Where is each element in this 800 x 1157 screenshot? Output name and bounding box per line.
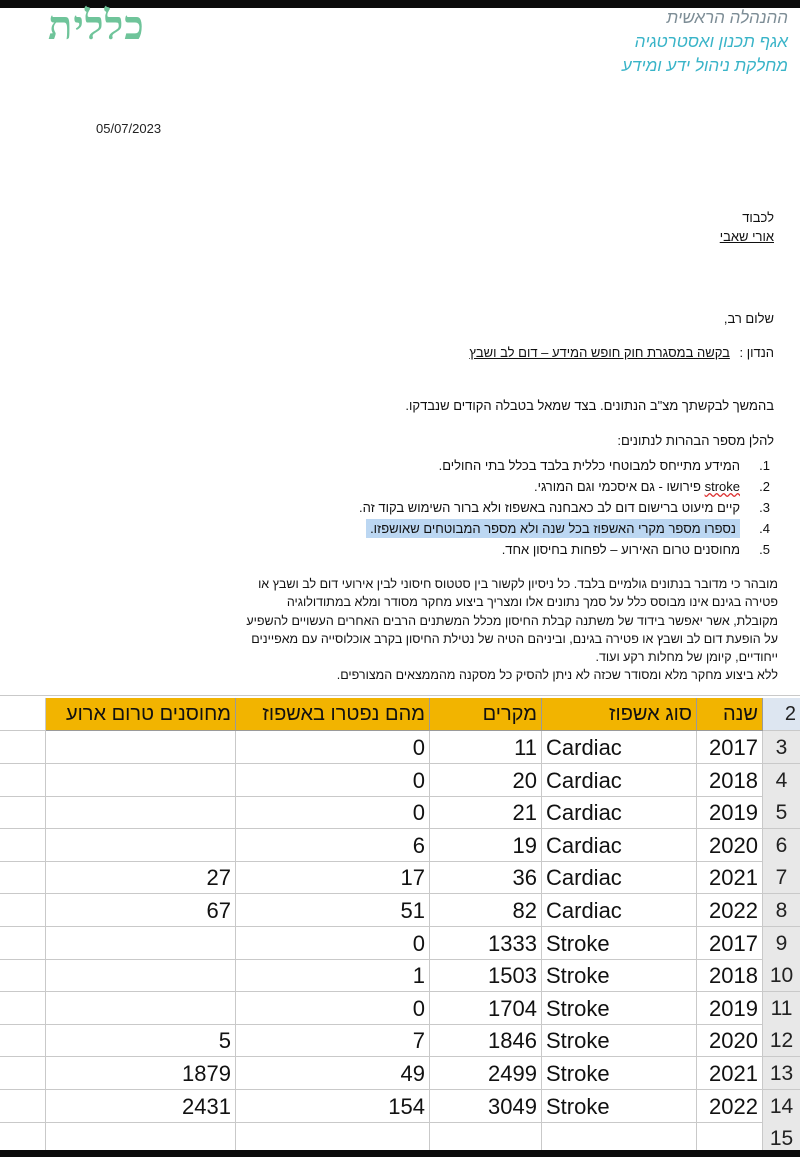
note-item (50, 539, 770, 560)
cell-cases[interactable]: 19 (430, 829, 542, 862)
gutter-cell (0, 927, 46, 960)
disclaimer-line: מובהר כי מדובר בנתונים גולמיים בלבד. כל ניסיון לקשור בין סטטוס חיסוני לבין אירועי דום לב ושבץ או (258, 577, 778, 591)
subject-text: בקשה במסגרת חוק חופש המידע – דום לב ושבץ (469, 345, 730, 360)
intro-text: בהמשך לבקשתך מצ"ב הנתונים. בצד שמאל בטבלה הקודים שנבדקו. (405, 398, 774, 413)
note-item (50, 518, 770, 539)
cell-type[interactable]: Cardiac (542, 829, 697, 862)
cell-cases[interactable]: 82 (430, 894, 542, 927)
cell-died[interactable]: 0 (236, 764, 430, 797)
cell-died[interactable]: 6 (236, 829, 430, 862)
cell-year[interactable]: 2021 (697, 1057, 763, 1090)
cell-died[interactable]: 154 (236, 1090, 430, 1123)
note-number: 4. (759, 521, 770, 536)
cell-vaccinated[interactable]: 1879 (46, 1057, 236, 1090)
greeting: שלום רב, (723, 311, 774, 326)
note-number: 5. (759, 542, 770, 557)
gutter-cell (0, 959, 46, 992)
recipient-to: לכבוד (742, 210, 774, 225)
row-number[interactable]: 11 (763, 992, 800, 1025)
notes-title: להלן מספר הבהרות לנתונים: (617, 433, 774, 448)
cell-year[interactable]: 2017 (697, 731, 763, 764)
cell-died[interactable]: 49 (236, 1057, 430, 1090)
cell-cases[interactable]: 1333 (430, 927, 542, 960)
note-text: מחוסנים טרום האירוע – לפחות בחיסון אחד. (501, 542, 740, 557)
disclaimer-paragraph (78, 575, 778, 685)
cell-year[interactable]: 2018 (697, 959, 763, 992)
note-term: stroke (704, 479, 740, 494)
table-header-row (0, 698, 800, 731)
table-row (0, 764, 800, 797)
cell-type[interactable]: Cardiac (542, 796, 697, 829)
gutter-cell (0, 731, 46, 764)
row-number[interactable]: 9 (763, 927, 800, 960)
table-row (0, 959, 800, 992)
cell-cases[interactable]: 36 (430, 861, 542, 894)
bottom-border (0, 1150, 800, 1157)
gutter-cell (0, 1090, 46, 1123)
cell-type[interactable]: Stroke (542, 992, 697, 1025)
cell-cases[interactable]: 2499 (430, 1057, 542, 1090)
gutter-cell (0, 796, 46, 829)
table-row (0, 861, 800, 894)
cell-year[interactable]: 2020 (697, 829, 763, 862)
disclaimer-line: על הופעת דום לב ושבץ או פטירה בגינם, וביניהם הטיה של נטילת החיסון בקרב אוכלוסייה עם מאפיינים (251, 631, 778, 646)
note-item (50, 476, 770, 497)
logo-text: כללית (48, 2, 145, 49)
cell-type[interactable]: Stroke (542, 959, 697, 992)
row-number[interactable]: 15 (763, 1122, 800, 1155)
cell-cases[interactable]: 1503 (430, 959, 542, 992)
note-number: 2. (759, 479, 770, 494)
cell-died[interactable]: 0 (236, 927, 430, 960)
gutter-cell (0, 861, 46, 894)
cell-type[interactable]: Cardiac (542, 894, 697, 927)
note-item (50, 497, 770, 518)
row-number[interactable]: 10 (763, 959, 800, 992)
letter-date: 05/07/2023 (96, 121, 162, 136)
cell-vaccinated[interactable]: 27 (46, 861, 236, 894)
note-text: קיים מיעוט ברישום דום לב כאבחנה באשפוז ולא ברור השימוש בקוד זה. (359, 500, 740, 515)
row-number[interactable]: 8 (763, 894, 800, 927)
note-number: 1. (759, 458, 770, 473)
row-number[interactable]: 12 (763, 1024, 800, 1057)
cell-year[interactable]: 2019 (697, 796, 763, 829)
note-number: 3. (759, 500, 770, 515)
header-vaccinated[interactable]: מחוסנים טרום ארוע (46, 698, 236, 731)
cell-died[interactable]: 17 (236, 861, 430, 894)
row-number[interactable]: 6 (763, 829, 800, 862)
cell-cases[interactable]: 1846 (430, 1024, 542, 1057)
cell-vaccinated[interactable]: 67 (46, 894, 236, 927)
cell-type[interactable]: Cardiac (542, 861, 697, 894)
gutter-cell (0, 894, 46, 927)
cell-year[interactable]: 2018 (697, 764, 763, 797)
cell-year[interactable]: 2019 (697, 992, 763, 1025)
cell-type[interactable]: Stroke (542, 927, 697, 960)
cell-died[interactable]: 7 (236, 1024, 430, 1057)
row-number[interactable]: 7 (763, 861, 800, 894)
letterhead-line-1: ההנהלה הראשית (666, 8, 788, 27)
gutter-cell (0, 764, 46, 797)
row-number[interactable]: 2 (763, 698, 800, 731)
subject-label: הנדון : (739, 345, 774, 360)
cell-vaccinated[interactable] (46, 927, 236, 960)
table-row (0, 796, 800, 829)
spreadsheet-top-row (0, 682, 800, 696)
table-row (0, 992, 800, 1025)
gutter-cell (0, 698, 46, 731)
cell-vaccinated[interactable] (46, 764, 236, 797)
letterhead (488, 6, 788, 78)
cell-died[interactable]: 1 (236, 959, 430, 992)
cell-cases[interactable]: 20 (430, 764, 542, 797)
row-number[interactable]: 3 (763, 731, 800, 764)
cell-died[interactable]: 51 (236, 894, 430, 927)
subject-line (469, 345, 774, 360)
table-row (0, 1024, 800, 1057)
cell-vaccinated[interactable] (46, 731, 236, 764)
note-item (50, 455, 770, 476)
table-row (0, 829, 800, 862)
cell-vaccinated[interactable] (46, 992, 236, 1025)
table-row (0, 731, 800, 764)
cell-died[interactable]: 0 (236, 992, 430, 1025)
spreadsheet (0, 682, 800, 1150)
cell-type[interactable]: Stroke (542, 1024, 697, 1057)
header-year[interactable]: שנה (697, 698, 763, 731)
row-number[interactable]: 13 (763, 1057, 800, 1090)
note-text-rest: פירושו - גם איסכמי וגם המורגי. (533, 479, 705, 494)
table-row (0, 894, 800, 927)
notes-list (50, 455, 770, 560)
letterhead-line-2: אגף תכנון ואסטרטגיה (634, 32, 788, 51)
header-cases[interactable]: מקרים (430, 698, 542, 731)
row-number[interactable]: 4 (763, 764, 800, 797)
header-died[interactable]: מהם נפטרו באשפוז (236, 698, 430, 731)
letterhead-line-3: מחלקת ניהול ידע ומידע (621, 56, 788, 75)
cell-year[interactable]: 2020 (697, 1024, 763, 1057)
disclaimer-line: פטירה בגינם אינו מבוסס כלל על סמך נתונים אלו ומצריך ביצוע מחקר מסודר ומלא במתודולוגיה (286, 595, 778, 610)
cell-cases[interactable]: 11 (430, 731, 542, 764)
note-text: המידע מתייחס למבוטחי כללית בלבד בכלל בתי החולים. (438, 458, 740, 473)
table-row (0, 927, 800, 960)
clalit-logo (48, 4, 238, 48)
cell-vaccinated[interactable] (46, 959, 236, 992)
cell-died[interactable]: 0 (236, 796, 430, 829)
cell-type[interactable]: Stroke (542, 1057, 697, 1090)
gutter-cell (0, 992, 46, 1025)
cell-year[interactable]: 2021 (697, 861, 763, 894)
header-type[interactable]: סוג אשפוז (542, 698, 697, 731)
cell-year[interactable]: 2022 (697, 1090, 763, 1123)
recipient-name: אורי שאבי (719, 229, 774, 244)
row-number[interactable]: 14 (763, 1090, 800, 1123)
cell-vaccinated[interactable] (46, 796, 236, 829)
gutter-cell (0, 1057, 46, 1090)
cell-type[interactable]: Cardiac (542, 731, 697, 764)
disclaimer-line: ייחודיים, קיומן של מחלות רקע ועוד. (595, 650, 778, 665)
table-row (0, 1057, 800, 1090)
cell-vaccinated[interactable]: 5 (46, 1024, 236, 1057)
disclaimer-line: מקובלת, אשר יאפשר בידוד של משתנה קבלת החיסון מכלל המשתנים הרבים האחרים העשויים להשפיע (246, 613, 778, 628)
cell-year[interactable]: 2017 (697, 927, 763, 960)
cell-type[interactable]: Cardiac (542, 764, 697, 797)
gutter-cell (0, 1024, 46, 1057)
cell-vaccinated[interactable]: 2431 (46, 1090, 236, 1123)
gutter-cell (0, 829, 46, 862)
cell-vaccinated[interactable] (46, 829, 236, 862)
table-row (0, 1090, 800, 1123)
cell-cases[interactable]: 21 (430, 796, 542, 829)
cell-died[interactable]: 0 (236, 731, 430, 764)
cell-cases[interactable]: 1704 (430, 992, 542, 1025)
cell-year[interactable]: 2022 (697, 894, 763, 927)
note-text (534, 479, 740, 494)
disclaimer-line: ללא ביצוע מחקר מלא ומסודר שכזה לא ניתן להסיק כל מסקנה מהממצאים המצורפים. (336, 668, 778, 683)
note-text-highlighted: נספרו מספר מקרי האשפוז בכל שנה ולא מספר המבוטחים שאושפזו. (366, 519, 740, 538)
row-number[interactable]: 5 (763, 796, 800, 829)
cell-type[interactable]: Stroke (542, 1090, 697, 1123)
cell-cases[interactable]: 3049 (430, 1090, 542, 1123)
